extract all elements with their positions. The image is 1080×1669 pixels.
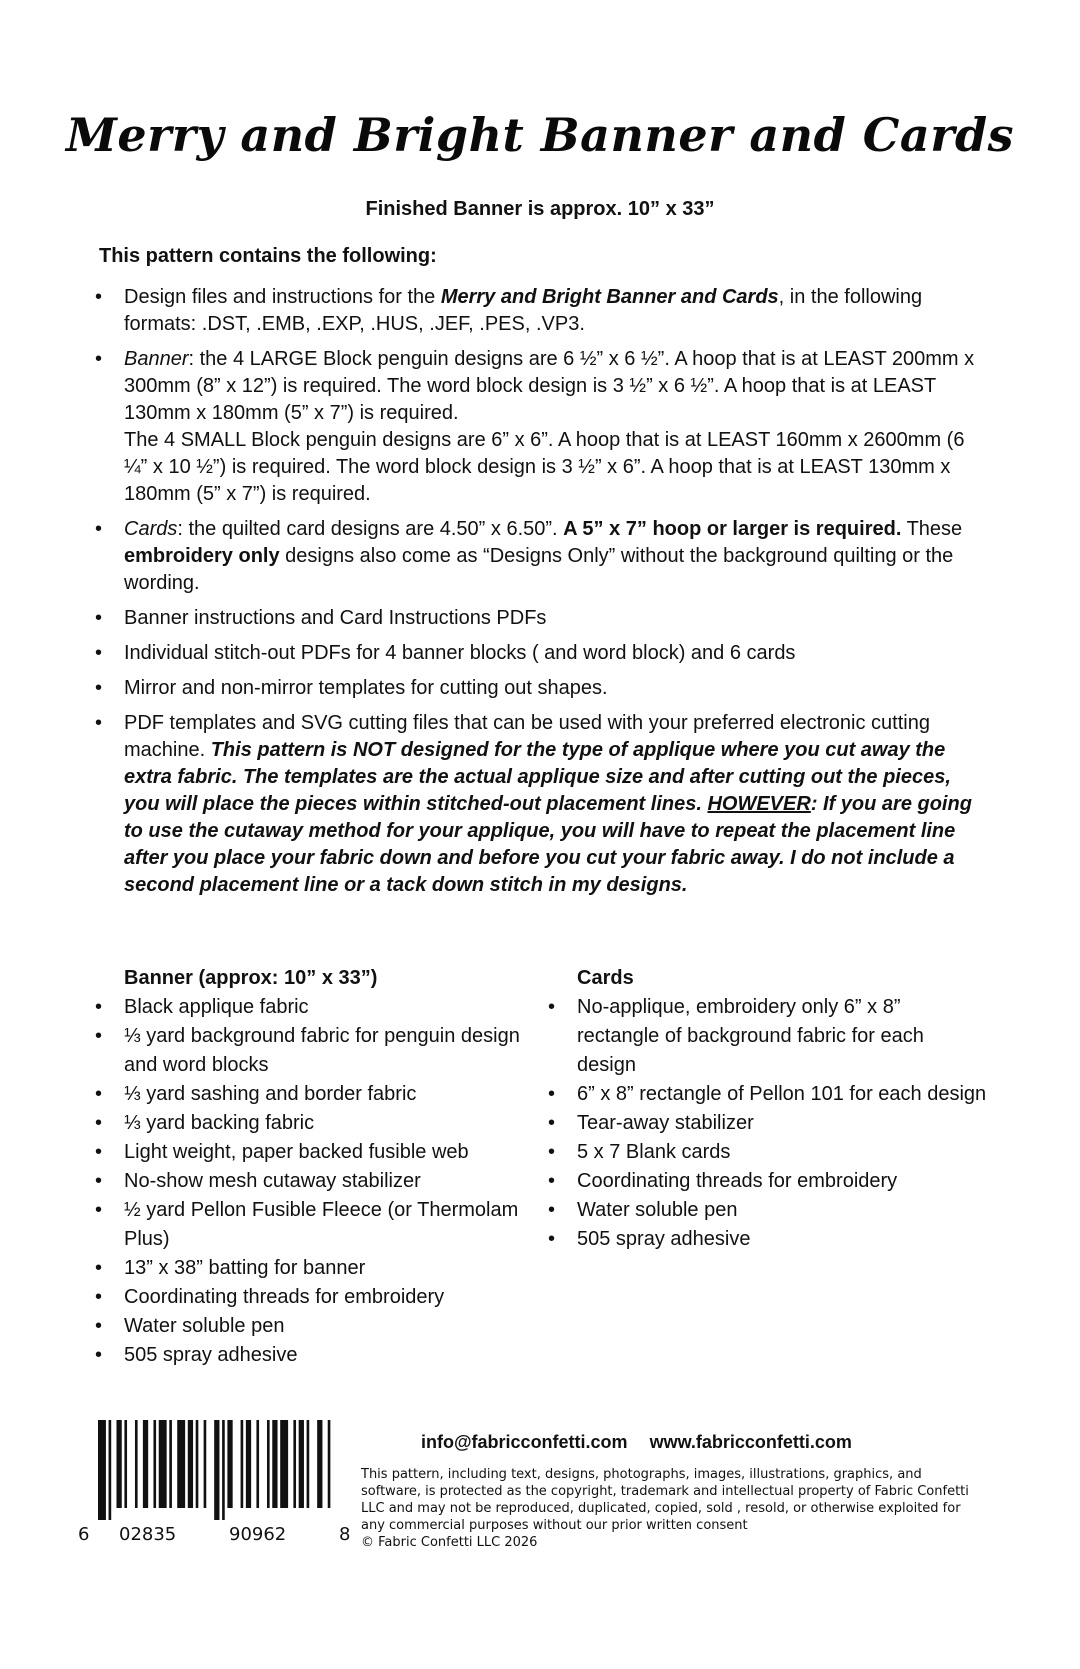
barcode-bar [177,1420,185,1508]
list-item: • 13” x 38” batting for banner [95,1254,535,1283]
list-item: • ½ yard Pellon Fusible Fleece (or Thermolam Plus) [95,1196,535,1254]
list-item: • Coordinating threads for embroidery [95,1283,535,1312]
list-item: • 505 spray adhesive [95,1341,535,1370]
list-item: • Light weight, paper backed fusible web [95,1138,535,1167]
list-item: • Water soluble pen [95,1312,535,1341]
barcode-bar [196,1420,199,1508]
barcode-bar [317,1420,322,1508]
barcode-bar [153,1420,156,1508]
barcode-bar [280,1420,288,1508]
list-item: • ⅓ yard background fabric for penguin design and word blocks [95,1022,535,1080]
list-item: • 6” x 8” rectangle of Pellon 101 for each design [548,1080,988,1109]
copyright-text: © Fabric Confetti LLC 2026 [361,1535,538,1550]
barcode-bar [293,1420,296,1508]
barcode-bar [267,1420,270,1508]
list-item: • No-applique, embroidery only 6” x 8” rectangle of background fabric for each design [548,993,988,1080]
barcode-bar [98,1420,106,1520]
cards-supplies-list [548,993,988,1254]
barcode-bar [299,1420,304,1508]
banner-supplies-list [95,993,535,1370]
subtitle: Finished Banner is approx. 10” x 33” [365,198,715,220]
barcode-bar [204,1420,207,1508]
barcode-bar [307,1420,310,1508]
cards-supplies-heading: Cards [577,967,634,989]
list-item: • Banner instructions and Card Instructions PDFs [95,605,975,632]
barcode-digit-right: 8 [339,1524,351,1545]
list-item: • Black applique fabric [95,993,535,1022]
list-item: • Design files and instructions for the Merry and Bright Banner and Cards, in the following formats: .DST, .EMB, .EXP, .HUS, .JEF, .PES, .VP3. [95,284,975,338]
barcode-bar [135,1420,138,1508]
barcode-bar [188,1420,193,1508]
email-link[interactable]: info@fabricconfetti.com [421,1432,628,1452]
list-item: • PDF templates and SVG cutting files that can be used with your preferred electronic cutting machine. This pattern is NOT designed for the type of applique where you cut away the extra fabric. The templates are the actual applique size and after cutting out the pieces, you will place the pieces within stitched-out placement lines. HOWEVER: If you are going to use the cutaway method for your applique, you will have to repeat the placement line after you place your fabric down and before you cut your fabric away. I do not include a second placement line or a tack down stitch in my designs. [95,710,975,899]
contents-list [95,284,975,907]
contact-line [421,1432,852,1453]
list-item: • ⅓ yard backing fabric [95,1109,535,1138]
barcode-bar [116,1420,121,1508]
barcode-icon [98,1420,333,1520]
list-item: • Tear-away stabilizer [548,1109,988,1138]
barcode-bar [246,1420,251,1508]
list-item: • 5 x 7 Blank cards [548,1138,988,1167]
barcode-bar [256,1420,259,1508]
barcode-group-2: 90962 [229,1524,287,1545]
banner-supplies-heading: Banner (approx: 10” x 33”) [124,967,378,989]
intro-heading: This pattern contains the following: [99,245,437,267]
barcode-bar [222,1420,225,1520]
banner-label: Banner [124,348,189,370]
barcode-bar [124,1420,127,1508]
banner-supplies [95,964,535,1370]
barcode-bar [169,1420,172,1508]
barcode-bar [328,1420,331,1508]
barcode-bar [109,1420,112,1520]
page-title: Merry and Bright Banner and Cards [65,108,1015,162]
list-item: • 505 spray adhesive [548,1225,988,1254]
barcode-bar [159,1420,167,1508]
barcode-bar [143,1420,148,1508]
barcode-group-1: 02835 [119,1524,177,1545]
barcode-bar [241,1420,244,1508]
barcode-bar [272,1420,277,1508]
however-emphasis: HOWEVER [707,793,811,815]
legal-text: This pattern, including text, designs, photographs, images, illustrations, graphics, and software, is protected as the copyright, trademark and intellectual property of Fabric Confetti LLC and may not be reproduced, duplicated, copied, sold , resold, or otherwise exploited for any commercial purposes without our prior written consent [361,1467,969,1533]
cards-supplies [548,964,988,1254]
barcode-bar [214,1420,219,1520]
list-item: • Coordinating threads for embroidery [548,1167,988,1196]
list-item: • ⅓ yard sashing and border fabric [95,1080,535,1109]
list-item: • Water soluble pen [548,1196,988,1225]
website-link[interactable]: www.fabricconfetti.com [649,1432,852,1452]
legal-notice [361,1466,981,1551]
barcode-digit-left: 6 [78,1524,90,1545]
list-item: • Banner: the 4 LARGE Block penguin designs are 6 ½” x 6 ½”. A hoop that is at LEAST 200mm x 300mm (8” x 12”) is required. The word block design is 3 ½” x 6 ½”. A hoop that is at LEAST 130mm x 180mm (5” x 7”) is required. The 4 SMALL Block penguin designs are 6” x 6”. A hoop that is at LEAST 160mm x 2600mm (6 ¼” x 10 ½”) is required. The word block design is 3 ½” x 6”. A hoop that is at LEAST 130mm x 180mm (5” x 7”) is required. [95,346,975,508]
cards-label: Cards [124,518,178,540]
barcode-bar [227,1420,232,1508]
list-item: • Cards: the quilted card designs are 4.50” x 6.50”. A 5” x 7” hoop or larger is required. These embroidery only designs also come as “Designs Only” without the background quilting or the wording. [95,516,975,597]
list-item: • Mirror and non-mirror templates for cutting out shapes. [95,675,975,702]
product-name: Merry and Bright Banner and Cards [440,286,779,308]
list-item: • Individual stitch-out PDFs for 4 banner blocks ( and word block) and 6 cards [95,640,975,667]
list-item: • No-show mesh cutaway stabilizer [95,1167,535,1196]
